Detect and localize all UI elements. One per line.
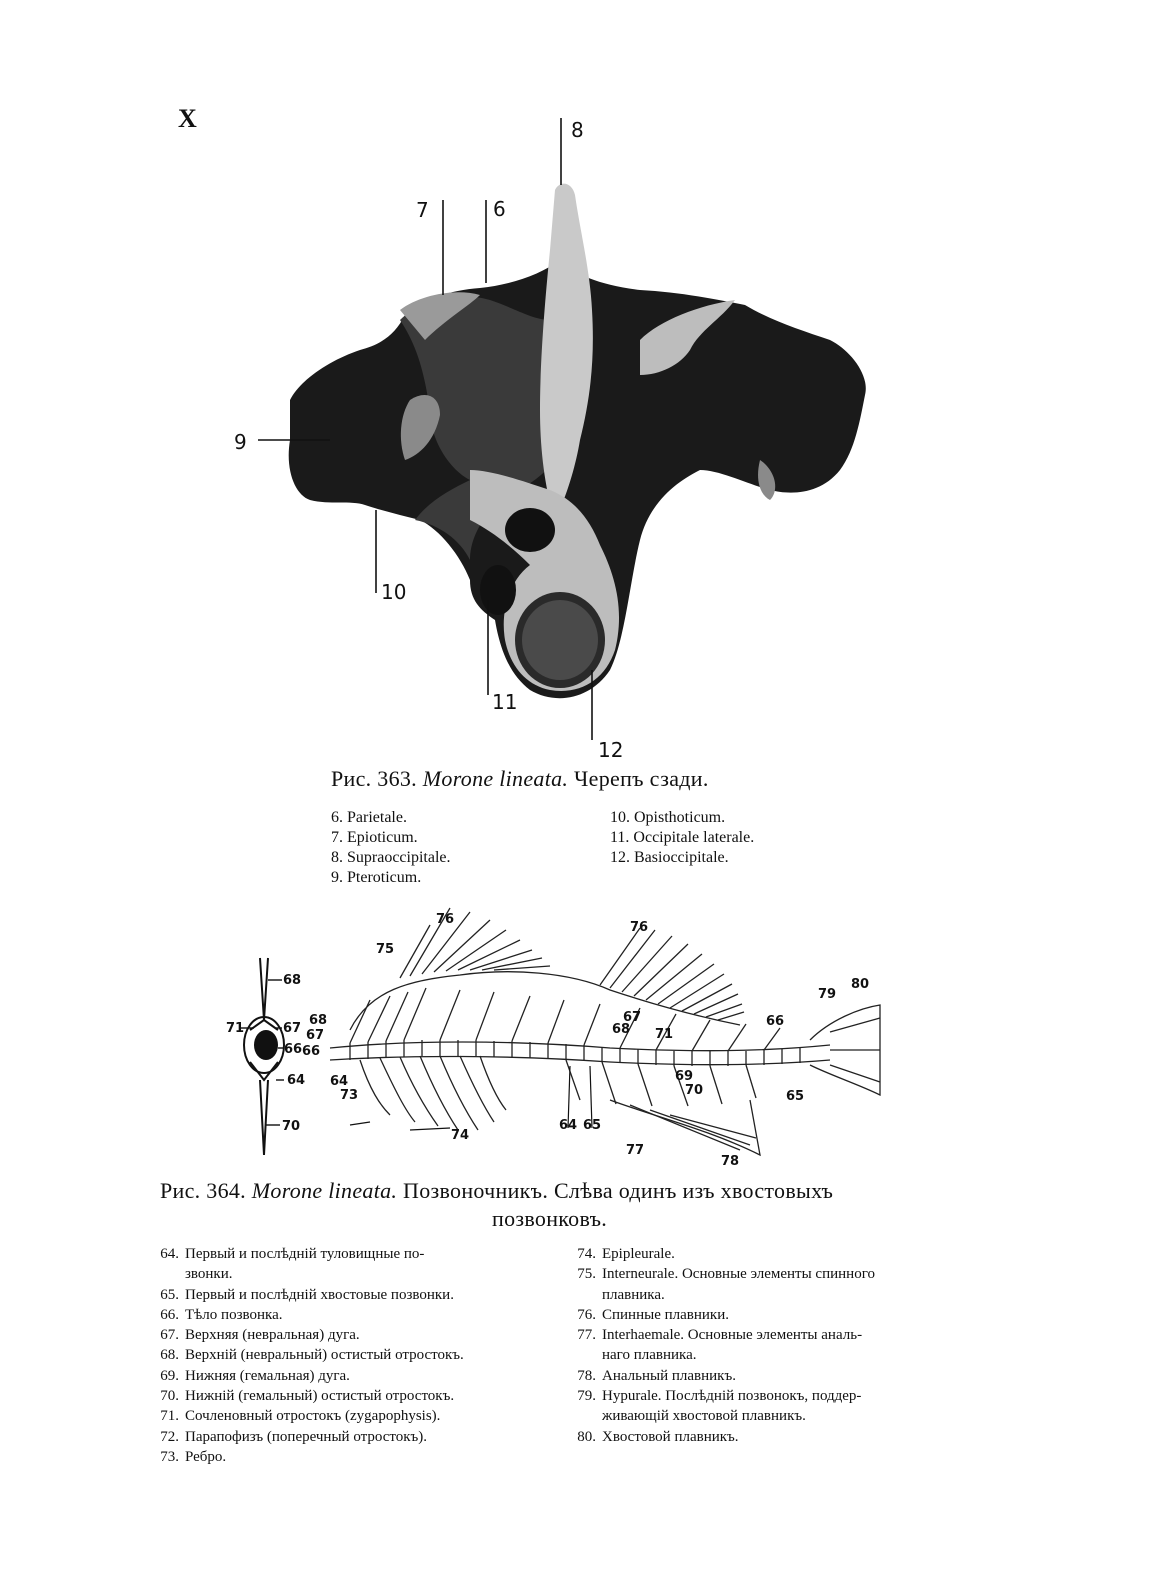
skeleton-label-76-a: 76 bbox=[436, 912, 455, 927]
legend-364-line bbox=[562, 1244, 962, 1264]
legend-364-line bbox=[145, 1366, 545, 1386]
legend-364-line bbox=[562, 1264, 962, 1284]
legend-364-line bbox=[562, 1406, 962, 1426]
skeleton-label-67: 67 bbox=[306, 1028, 325, 1043]
legend-364-text: Парапофизъ (поперечный отростокъ). bbox=[185, 1428, 428, 1445]
legend-364-text: Анальный плавникъ. bbox=[602, 1367, 736, 1384]
legend-364-line bbox=[145, 1447, 545, 1467]
skeleton-label-68-b: 68 bbox=[612, 1022, 631, 1037]
skeleton-label-70: 70 bbox=[685, 1083, 704, 1098]
figure-363-caption bbox=[331, 766, 709, 792]
legend-364-text: наго плавника. bbox=[602, 1347, 697, 1364]
legend-363-item: 10. Opisthoticum. bbox=[610, 809, 726, 826]
skull-label-8: 8 bbox=[571, 118, 584, 142]
legend-364-text: Тѣло позвонка. bbox=[185, 1306, 283, 1323]
skeleton-label-66: 66 bbox=[302, 1044, 321, 1059]
legend-364-text: Epipleurale. bbox=[602, 1246, 675, 1262]
legend-364-text: Нижній (гемальный) остистый отростокъ. bbox=[185, 1388, 455, 1405]
legend-364-line bbox=[145, 1305, 545, 1325]
skeleton-label-65: 65 bbox=[583, 1118, 602, 1133]
skeleton-label-64: 64 bbox=[559, 1118, 578, 1133]
legend-364-line bbox=[145, 1285, 545, 1305]
legend-364-number: 69. bbox=[160, 1367, 179, 1384]
legend-364-line bbox=[562, 1345, 962, 1365]
skeleton-label-67-b: 67 bbox=[623, 1010, 642, 1025]
skull-label-7: 7 bbox=[416, 198, 429, 222]
legend-364-text: Верхняя (невральная) дуга. bbox=[185, 1327, 360, 1344]
caption-364-line1: Позвоночникъ. Слѣва одинъ изъ хвостовыхъ bbox=[403, 1178, 834, 1203]
caption-364-species: Morone lineata. bbox=[251, 1178, 398, 1203]
legend-364-text: Верхній (невральный) остистый отростокъ. bbox=[185, 1347, 464, 1364]
legend-364-number: 77. bbox=[577, 1327, 596, 1344]
page-marker: X bbox=[178, 104, 197, 133]
skeleton-label-75: 75 bbox=[376, 942, 395, 957]
legend-363-item: 6. Parietale. bbox=[331, 809, 407, 826]
legend-364-line bbox=[562, 1285, 962, 1305]
figure-364-caption bbox=[160, 1178, 833, 1204]
legend-364-line bbox=[562, 1325, 962, 1345]
caption-363-prefix: Рис. 363. bbox=[331, 766, 417, 791]
figure-363-legend-right bbox=[610, 808, 754, 868]
vertebra-label-70: 70 bbox=[282, 1119, 301, 1134]
legend-364-number: 75. bbox=[577, 1266, 596, 1283]
legend-364-text: Хвостовой плавникъ. bbox=[602, 1428, 739, 1445]
legend-364-text: Первый и послѣдній туловищные по- bbox=[185, 1246, 425, 1262]
skeleton-label-64-b: 64 bbox=[330, 1074, 349, 1089]
vertebra-label-66: 66 bbox=[284, 1042, 303, 1057]
skeleton-label-73: 73 bbox=[340, 1088, 359, 1103]
skeleton-label-69: 69 bbox=[675, 1069, 694, 1084]
legend-364-number: 67. bbox=[160, 1327, 179, 1344]
legend-364-line bbox=[145, 1345, 545, 1365]
legend-364-text: Сочленовный отростокъ (zygapophysis). bbox=[185, 1408, 441, 1425]
legend-364-number: 70. bbox=[160, 1388, 179, 1405]
vertebra-label-67: 67 bbox=[283, 1021, 302, 1036]
skeleton-label-78: 78 bbox=[721, 1154, 740, 1169]
legend-364-line bbox=[145, 1427, 545, 1447]
legend-364-number: 73. bbox=[160, 1448, 179, 1465]
figure-364-legend-right bbox=[562, 1244, 962, 1447]
legend-364-text: Ребро. bbox=[185, 1448, 227, 1465]
legend-363-item: 8. Supraoccipitale. bbox=[331, 849, 451, 866]
legend-364-line bbox=[145, 1264, 545, 1284]
legend-364-text: Interhaemale. Основные элементы аналь- bbox=[602, 1327, 863, 1344]
legend-364-number: 79. bbox=[577, 1388, 596, 1405]
legend-364-text: Первый и послѣдній хвостовые позвонки. bbox=[185, 1286, 454, 1303]
legend-364-line bbox=[145, 1325, 545, 1345]
skeleton-label-74: 74 bbox=[451, 1128, 470, 1143]
skeleton-label-80: 80 bbox=[851, 977, 870, 992]
legend-364-text: Interneurale. Основные элементы спинного bbox=[602, 1266, 875, 1283]
legend-364-line bbox=[562, 1427, 962, 1447]
skull-label-11: 11 bbox=[492, 690, 518, 714]
skeleton-label-76-b: 76 bbox=[630, 920, 649, 935]
legend-364-text: Hypurale. Послѣдній позвонокъ, поддер- bbox=[602, 1388, 862, 1405]
legend-364-number: 80. bbox=[577, 1428, 596, 1445]
legend-364-number: 65. bbox=[160, 1286, 179, 1303]
skeleton-label-68: 68 bbox=[309, 1013, 328, 1028]
legend-364-line bbox=[562, 1366, 962, 1386]
legend-363-item: 7. Epioticum. bbox=[331, 829, 418, 846]
legend-364-number: 78. bbox=[577, 1367, 596, 1384]
legend-364-line bbox=[145, 1244, 545, 1264]
figure-363-legend-left bbox=[331, 808, 451, 888]
skeleton-label-79: 79 bbox=[818, 987, 837, 1002]
legend-364-number: 74. bbox=[577, 1246, 596, 1262]
legend-364-text: плавника. bbox=[602, 1286, 665, 1303]
legend-364-number: 76. bbox=[577, 1306, 596, 1323]
legend-364-text: живающій хвостовой плавникъ. bbox=[602, 1408, 806, 1425]
legend-364-line bbox=[562, 1305, 962, 1325]
legend-364-number: 66. bbox=[160, 1306, 179, 1323]
vertebra-label-71: 71 bbox=[226, 1021, 245, 1036]
figure-364-legend-left bbox=[145, 1244, 545, 1467]
skeleton-label-66-b: 66 bbox=[766, 1014, 785, 1029]
skull-label-6: 6 bbox=[493, 197, 506, 221]
skeleton-label-77: 77 bbox=[626, 1143, 645, 1158]
legend-364-text: Спинные плавники. bbox=[602, 1306, 729, 1323]
legend-364-text: Нижняя (гемальная) дуга. bbox=[185, 1367, 350, 1384]
legend-364-number: 72. bbox=[160, 1428, 179, 1445]
caption-363-text: Черепъ сзади. bbox=[574, 766, 709, 791]
caption-363-species: Morone lineata. bbox=[422, 766, 569, 791]
figure-364-caption-line2: позвонковъ. bbox=[492, 1206, 608, 1231]
skeleton-label-65-b: 65 bbox=[786, 1089, 805, 1104]
skull-label-9: 9 bbox=[234, 430, 247, 454]
legend-364-number: 71. bbox=[160, 1408, 179, 1425]
skeleton-label-71: 71 bbox=[655, 1027, 674, 1042]
legend-364-line bbox=[562, 1386, 962, 1406]
legend-364-text: звонки. bbox=[185, 1266, 233, 1283]
vertebra-label-68: 68 bbox=[283, 973, 302, 988]
skull-label-10: 10 bbox=[381, 580, 407, 604]
legend-364-number: 68. bbox=[160, 1347, 179, 1364]
legend-364-line bbox=[145, 1386, 545, 1406]
vertebra-label-64: 64 bbox=[287, 1073, 306, 1088]
caption-364-prefix: Рис. 364. bbox=[160, 1178, 246, 1203]
legend-363-item: 11. Occipitale laterale. bbox=[610, 829, 755, 846]
legend-364-number: 64. bbox=[160, 1246, 179, 1262]
legend-364-line bbox=[145, 1406, 545, 1426]
legend-363-item: 9. Pteroticum. bbox=[331, 869, 422, 886]
skull-label-12: 12 bbox=[598, 738, 624, 762]
legend-363-item: 12. Basioccipitale. bbox=[610, 849, 729, 866]
